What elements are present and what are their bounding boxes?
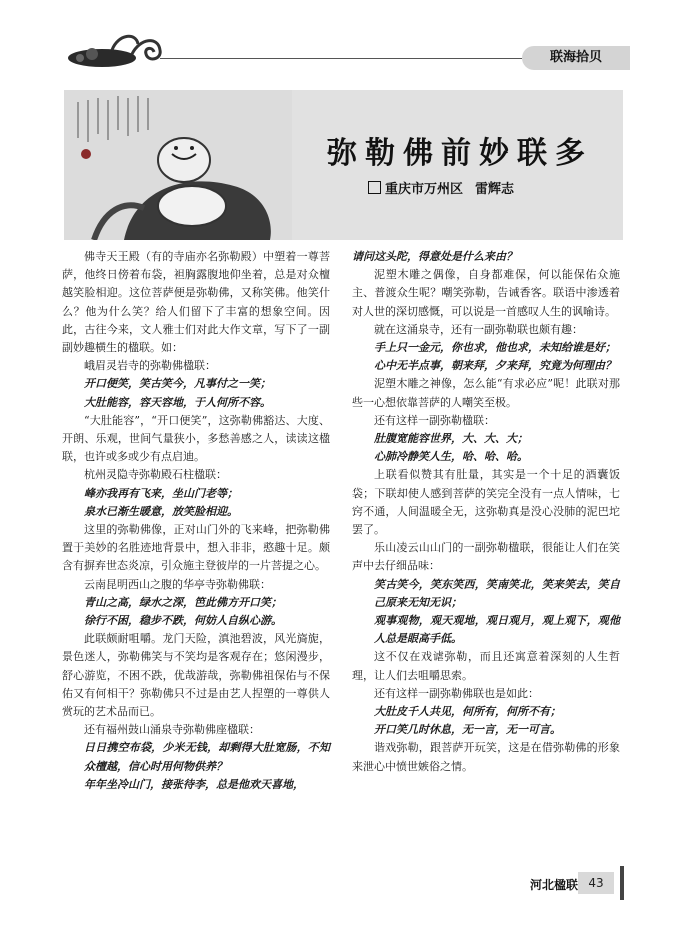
paragraph: 云南昆明西山之腹的华亭寺弥勒佛联： xyxy=(84,577,271,591)
paragraph: 峨眉灵岩寺的弥勒佛楹联： xyxy=(84,359,216,373)
left-column xyxy=(62,248,330,794)
page-number: 43 xyxy=(578,872,614,894)
laughing-buddha-painting-icon xyxy=(64,90,292,240)
right-column xyxy=(352,248,620,776)
couplet-line: 心肺冷静笑人生，哈、哈、哈。 xyxy=(374,450,528,464)
couplet-line: 徐行不困，稳步不跌，何妨人自纵心游。 xyxy=(84,614,282,628)
couplet-line: 峰亦我再有飞来，坐山门老等； xyxy=(84,486,238,500)
footer-bar xyxy=(620,866,624,900)
couplet-line: 观事观物，观天观地，观日观月，观上观下，观他人总是眼高手低。 xyxy=(374,614,620,646)
paragraph: “大肚能容”，“开口便笑”，这弥勒佛豁达、大度、开朗、乐观，世间气量狭小，多愁善感之人，读读这楹联，也许或多或少有点启迪。 xyxy=(62,413,330,464)
couplet-line: 大肚能容，容天容地，于人何所不容。 xyxy=(84,395,271,409)
byline-box-icon xyxy=(368,181,381,194)
paragraph: 还有这样一副弥勒佛联也是如此： xyxy=(374,686,539,700)
paragraph: 此联颇耐咀嚼。龙门天险，滇池碧波，风光旖旎，景色迷人，弥勒佛笑与不笑均是客观存在；悠闲漫步，舒心游览，不困不跌，优哉游哉，弥勒佛祖保佑与不保佑又有何相干？弥勒佛只不过是由艺人捏塑的一尊供人赏玩的艺术品而已。 xyxy=(62,632,330,719)
paragraph: 这不仅在戏谑弥勒，而且还寓意着深刻的人生哲理，让人们去咀嚼思索。 xyxy=(352,650,620,682)
paragraph: 泥塑木雕之神像，怎么能“有求必应”呢！此联对那些一心想依靠菩萨的人嘲笑至极。 xyxy=(352,377,620,409)
cloud-scroll-icon xyxy=(62,28,172,76)
couplet-line: 开口便笑，笑古笑今，凡事付之一笑； xyxy=(84,377,271,391)
paragraph: 谐戏弥勒，跟菩萨开玩笑，这是在借弥勒佛的形象来泄心中愤世嫉俗之情。 xyxy=(352,741,620,773)
section-tab: 联海拾贝 xyxy=(522,46,630,70)
paragraph: 杭州灵隐寺弥勒殿石柱楹联： xyxy=(84,468,227,482)
couplet-line: 大肚皮千人共见，何所有，何所不有； xyxy=(374,705,561,719)
paragraph: 还有这样一副弥勒楹联： xyxy=(374,413,495,427)
paragraph: 就在这涌泉寺，还有一副弥勒联也颇有趣： xyxy=(374,322,583,336)
couplet-line: 手上只一金元，你也求，他也求，未知给谁是好； xyxy=(374,341,616,355)
paragraph: 还有福州鼓山涌泉寺弥勒佛座楹联： xyxy=(84,723,260,737)
paragraph: 这里的弥勒佛像，正对山门外的飞来峰，把弥勒佛置于美妙的名胜迹地背景中，想入非非，憨趣十足。颇含有摒弃世态炎凉，引众施主登彼岸的一片菩提之心。 xyxy=(62,523,330,573)
couplet-line: 请问这头陀，得意处是什么来由？ xyxy=(352,250,517,263)
paragraph: 泥塑木雕之偶像，自身都难保，何以能保佑众施主、普渡众生呢？嘲笑弥勒，告诫香客。联语中渗透着对人世的深切感慨，可以说是一首感叹人生的讽喻诗。 xyxy=(352,268,620,318)
publication-name: 河北楹联 xyxy=(530,878,579,892)
couplet-line: 开口笑几时休息，无一言，无一可言。 xyxy=(374,723,561,737)
byline xyxy=(368,178,514,197)
header-rule xyxy=(160,58,522,59)
couplet-line: 肚腹宽能容世界，大、大、大； xyxy=(374,432,528,446)
paragraph: 上联看似赞其有肚量，其实是一个十足的酒囊饭袋；下联却使人感到菩萨的笑完全没有一点人情味，七窍不通，人间温暖全无，这弥勒真是没心没肺的泥巴坨罢了。 xyxy=(352,468,620,537)
byline-location: 重庆市万州区 xyxy=(385,182,464,197)
paragraph: 佛寺天王殿（有的寺庙亦名弥勒殿）中塑着一尊菩萨，他终日傍着布袋，袒胸露腹地仰坐着，总是对众檀越笑脸相迎。这位菩萨便是弥勒佛，又称笑佛。他笑什么？他为什么笑？给人们留下了丰富的想象空间。因此，古往今来，文人雅士们对此大作文章，写下了一副副妙趣横生的楹联。如： xyxy=(62,250,330,355)
couplet-line: 青山之高，绿水之深，笆此佛方开口笑； xyxy=(84,595,282,609)
article-title: 弥勒佛前妙联多 xyxy=(327,136,593,171)
couplet-line: 日日携空布袋，少米无钱，却剩得大肚宽肠，不知众檀越，信心时用何物供养？ xyxy=(84,741,330,773)
byline-author: 雷辉志 xyxy=(475,182,515,197)
couplet-line: 心中无半点事，朝来拜，夕来拜，究竟为何理由？ xyxy=(374,359,616,373)
couplet-line: 泉水已渐生暖意，放笑脸相迎。 xyxy=(84,504,238,518)
paragraph: 乐山凌云山山门的一副弥勒楹联，很能让人们在笑声中去仔细品味： xyxy=(352,541,620,573)
couplet-line: 笑古笑今，笑东笑西，笑南笑北，笑来笑去，笑自己原来无知无识； xyxy=(374,577,620,609)
couplet-line: 年年坐冷山门，接张待李，总是他欢天喜地， xyxy=(84,777,304,791)
